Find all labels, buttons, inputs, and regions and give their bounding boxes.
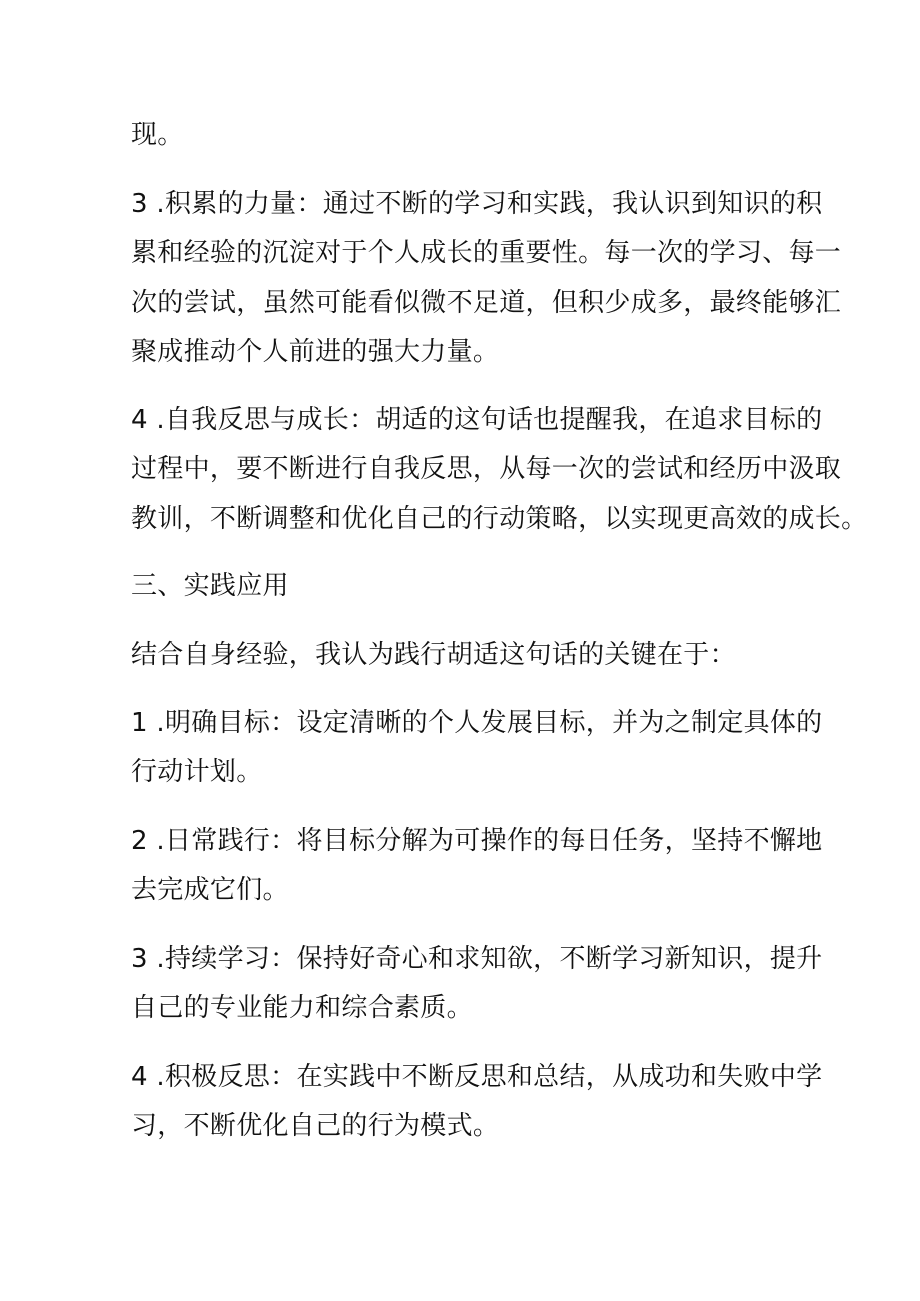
point-3-line-3: 次的尝试，虽然可能看似微不足道，但积少成多，最终能够汇 — [131, 288, 842, 318]
practice-3-line-1: 3 .持续学习：保持好奇心和求知欲，不断学习新知识，提升 — [131, 944, 823, 974]
practice-1-line-2: 行动计划。 — [131, 757, 263, 787]
point-3-line-1: 3 .积累的力量：通过不断的学习和实践，我认识到知识的积 — [131, 189, 823, 219]
point-4-line-2: 过程中，要不断进行自我反思，从每一次的尝试和经历中汲取 — [131, 454, 842, 484]
point-4-line-3: 教训，不断调整和优化自己的行动策略，以实现更高效的成长。 — [131, 504, 868, 534]
point-4-line-1: 4 .自我反思与成长：胡适的这句话也提醒我，在追求目标的 — [131, 405, 823, 435]
practice-4-line-1: 4 .积极反思：在实践中不断反思和总结，从成功和失败中学 — [131, 1062, 823, 1092]
practice-2-line-2: 去完成它们。 — [131, 875, 289, 905]
intro-paragraph: 结合自身经验，我认为践行胡适这句话的关键在于： — [131, 640, 736, 670]
practice-4-line-2: 习，不断优化自己的行为模式。 — [131, 1111, 500, 1141]
section-heading-practice: 三、实践应用 — [131, 571, 289, 601]
practice-1-line-1: 1 .明确目标：设定清晰的个人发展目标，并为之制定具体的 — [131, 708, 823, 738]
paragraph-line-continuation: 现。 — [131, 120, 184, 150]
point-3-line-2: 累和经验的沉淀对于个人成长的重要性。每一次的学习、每一 — [131, 238, 842, 268]
practice-2-line-1: 2 .日常践行：将目标分解为可操作的每日任务，坚持不懈地 — [131, 826, 823, 856]
practice-3-line-2: 自己的专业能力和综合素质。 — [131, 993, 473, 1023]
point-3-line-4: 聚成推动个人前进的强大力量。 — [131, 337, 500, 367]
